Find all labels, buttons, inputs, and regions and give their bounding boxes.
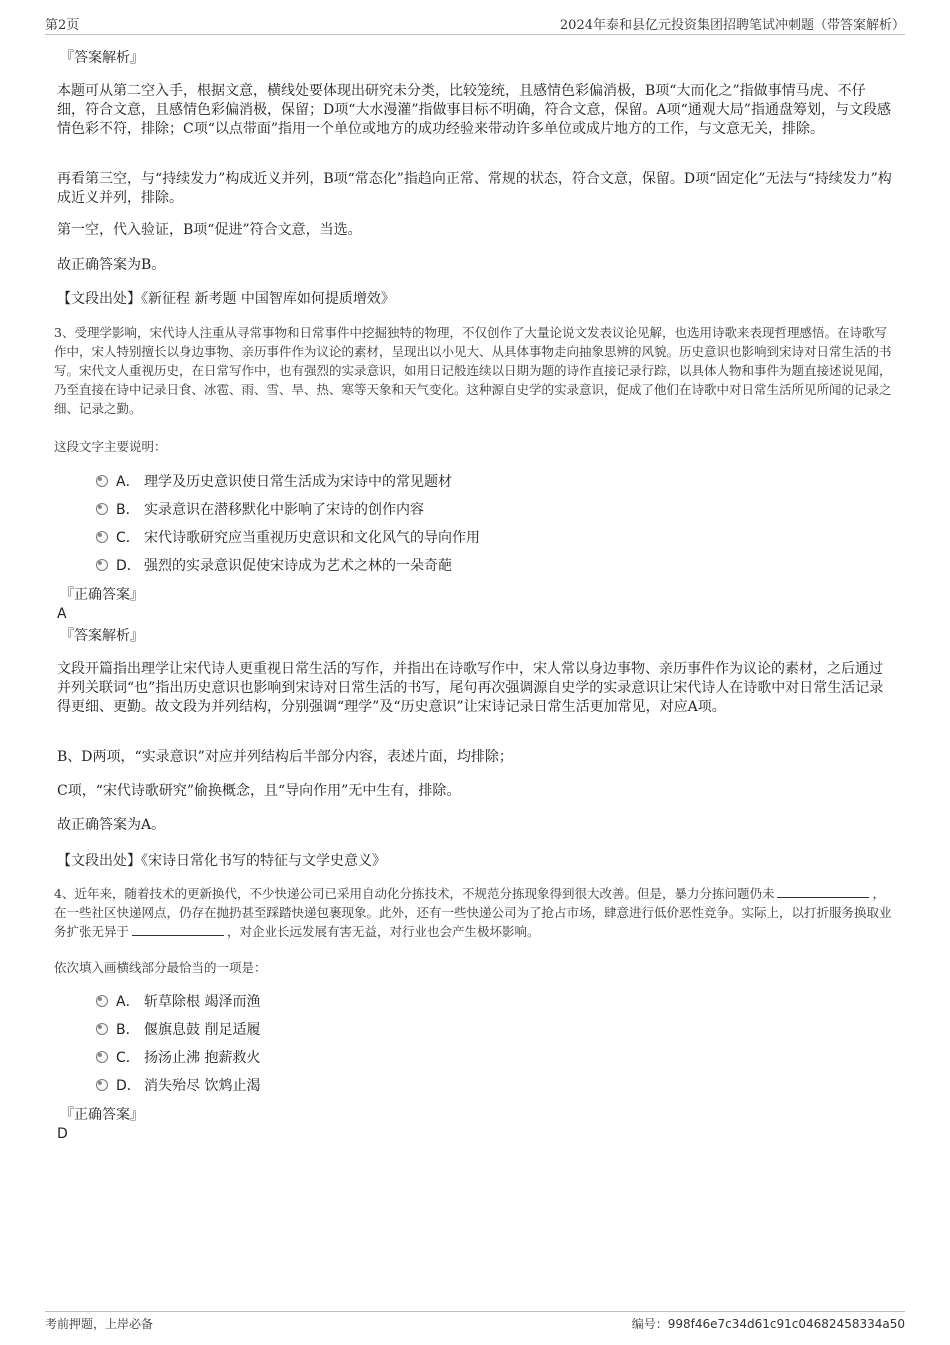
option-c[interactable]: C． 扬汤止沸 抱薪救火	[96, 1048, 260, 1068]
radio-icon[interactable]	[96, 1051, 108, 1063]
page-header	[45, 14, 905, 35]
correct-answer: A	[57, 606, 67, 622]
radio-icon[interactable]	[96, 559, 108, 571]
footer-slogan: 考前押题，上岸必备	[45, 1317, 154, 1331]
correct-answer: D	[57, 1126, 68, 1142]
option-b[interactable]: B． 实录意识在潜移默化中影响了宋诗的创作内容	[96, 500, 424, 520]
question-stem: 4、近年来，随着技术的更新换代，不少快递公司已采用自动化分拣技术，不规范分拣现象得到很大改善。但是，暴力分拣问题仍未 ，在一些社区快递网点，仍存在抛扔甚至踩踏快递包裹现象。此外，还有一些快递公司为了抢占市场，肆意进行低价恶性竞争。实际上，以打折服务换取业务扩张无异于 ，对企业长远发展有害无益，对行业也会产生极坏影响。	[54, 886, 892, 939]
option-d[interactable]: D． 消失殆尽 饮鸩止渴	[96, 1076, 260, 1096]
fill-blank	[777, 884, 869, 898]
option-text: 扬汤止沸 抱薪救火	[144, 1050, 261, 1066]
analysis-label: 『答案解析』	[60, 628, 144, 644]
source-citation: 【文段出处】《新征程 新考题 中国智库如何提质增效》	[57, 291, 395, 307]
document-title: 2024年泰和县亿元投资集团招聘笔试冲刺题（带答案解析）	[559, 18, 905, 33]
analysis-paragraph: 文段开篇指出理学让宋代诗人更重视日常生活的写作，并指出在诗歌写作中，宋人常以身边事物、亲历事件作为议论的素材，之后通过并列关联词“也”指出历史意识也影响到宋诗对日常生活的书写，尾句再次强调源自史学的实录意识让宋代诗人在诗歌中对日常生活记录得更细、更勤。故文段为并列结构，分别强调“理学”及“历史意识”让宋诗记录日常生活更加常见，对应A项。	[57, 661, 884, 715]
analysis-label: 『答案解析』	[60, 50, 144, 66]
option-text: 消失殆尽 饮鸩止渴	[144, 1078, 261, 1094]
option-a[interactable]: A． 理学及历史意识使日常生活成为宋诗中的常见题材	[96, 472, 452, 492]
option-text: 宋代诗歌研究应当重视历史意识和文化风气的导向作用	[144, 530, 480, 546]
analysis-paragraph: B、D两项，“实录意识”对应并列结构后半部分内容，表述片面，均排除；	[57, 749, 513, 765]
option-c[interactable]: C． 宋代诗歌研究应当重视历史意识和文化风气的导向作用	[96, 528, 480, 548]
question-stem: 3、受理学影响，宋代诗人注重从寻常事物和日常事件中挖掘独特的物理，不仅创作了大量论说文发表议论见解，也选用诗歌来表现哲理感悟。在诗歌写作中，宋人特别擅长以身边事物、亲历事件作为议论的素材，呈现出以小见大、从具体事物走向抽象思辨的风貌。历史意识也影响到宋诗对日常生活的书写。宋代文人重视历史，在日常写作中，也有强烈的实录意识，如用日记般连续以日期为题的诗作直接记录行踪，以具体人物和事件为题直接述说见闻，乃至直接在诗中记录日食、冰雹、雨、雪、旱、热、寒等天象和天气变化。这种源自史学的实录意识，促成了他们在诗歌中对日常生活所见所闻的记录之细、记录之勤。	[54, 325, 892, 416]
radio-icon[interactable]	[96, 475, 108, 487]
option-text: 斩草除根 竭泽而渔	[144, 994, 261, 1010]
analysis-paragraph: 第一空，代入验证，B项“促进”符合文意，当选。	[57, 222, 362, 238]
option-text: 理学及历史意识使日常生活成为宋诗中的常见题材	[144, 474, 452, 490]
question-prompt: 依次填入画横线部分最恰当的一项是：	[54, 960, 267, 975]
analysis-paragraph: C项，“宋代诗歌研究”偷换概念，且“导向作用”无中生有，排除。	[57, 783, 461, 799]
option-b[interactable]: B． 偃旗息鼓 削足适履	[96, 1020, 260, 1040]
page-number: 第2页	[45, 18, 80, 33]
option-text: 实录意识在潜移默化中影响了宋诗的创作内容	[144, 502, 424, 518]
option-d[interactable]: D． 强烈的实录意识促使宋诗成为艺术之林的一朵奇葩	[96, 556, 452, 576]
answer-label: 『正确答案』	[60, 1107, 144, 1123]
document-code: 编号：998f46e7c34d61c91c04682458334a50	[631, 1317, 905, 1331]
option-text: 强烈的实录意识促使宋诗成为艺术之林的一朵奇葩	[144, 558, 452, 574]
radio-icon[interactable]	[96, 1023, 108, 1035]
answer-label: 『正确答案』	[60, 587, 144, 603]
analysis-conclusion: 故正确答案为B。	[57, 257, 166, 273]
analysis-paragraph: 本题可从第二空入手，根据文意，横线处要体现出研究未分类，比较笼统，且感情色彩偏消极，B项“大而化之”指做事情马虎、不仔细，符合文意，且感情色彩偏消极，保留；D项“大水漫灌”指做事目标不明确，符合文意，保留。A项“通观大局”指通盘筹划，与文段感情色彩不符，排除；C项“以点带面”指用一个单位或地方的成功经验来带动许多单位或成片地方的工作，与文意无关，排除。	[57, 83, 891, 137]
analysis-conclusion: 故正确答案为A。	[57, 817, 166, 833]
question-prompt: 这段文字主要说明：	[54, 439, 167, 454]
analysis-paragraph: 再看第三空，与“持续发力”构成近义并列，B项“常态化”指趋向正常、常规的状态，符合文意，保留。D项“固定化”无法与“持续发力”构成近义并列，排除。	[57, 171, 892, 206]
radio-icon[interactable]	[96, 995, 108, 1007]
option-text: 偃旗息鼓 削足适履	[144, 1022, 261, 1038]
page-footer	[45, 1311, 905, 1335]
option-a[interactable]: A． 斩草除根 竭泽而渔	[96, 992, 260, 1012]
radio-icon[interactable]	[96, 503, 108, 515]
radio-icon[interactable]	[96, 1079, 108, 1091]
radio-icon[interactable]	[96, 531, 108, 543]
fill-blank	[132, 922, 224, 936]
source-citation: 【文段出处】《宋诗日常化书写的特征与文学史意义》	[57, 853, 386, 869]
